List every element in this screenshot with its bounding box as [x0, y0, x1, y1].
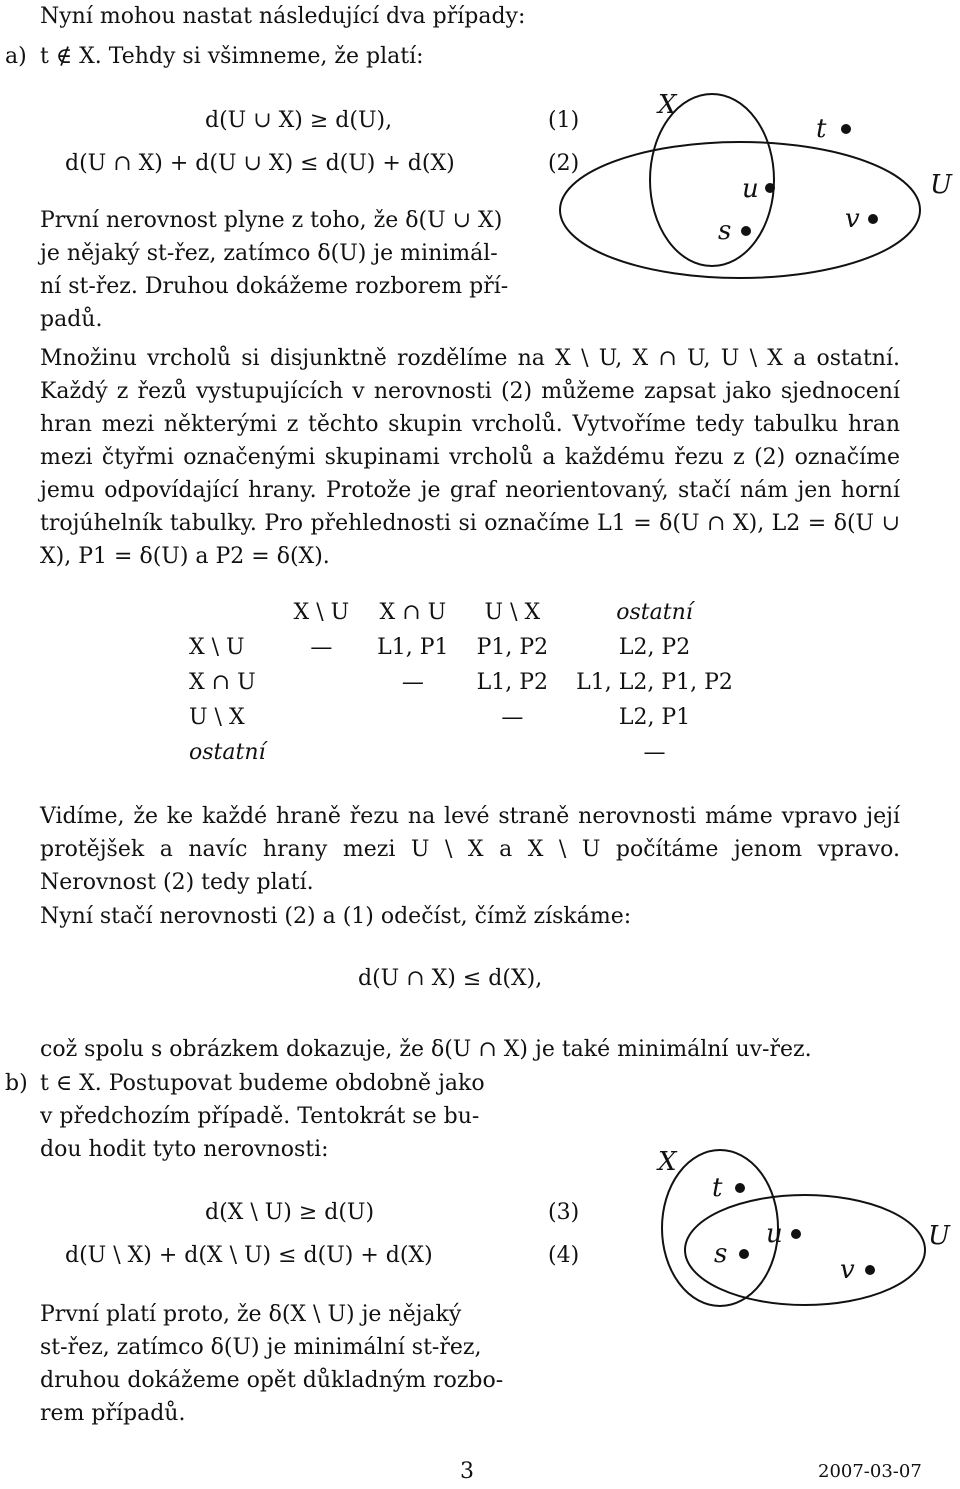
table-row — [185, 735, 747, 770]
table-cell — [280, 700, 364, 735]
label-u-vertex-b: u — [766, 1219, 783, 1249]
table-row — [185, 630, 747, 665]
table-row-header: ostatní — [189, 740, 266, 765]
label-v-b: v — [840, 1255, 855, 1285]
label-u-vertex-a: u — [742, 174, 759, 204]
para1-line-4: padů. — [40, 307, 103, 332]
case-b-para-line-3: druhou dokážeme opět důkladným rozbo- — [40, 1368, 504, 1393]
case-b-lead-line-2: v předchozím případě. Tentokrát se bu- — [40, 1104, 480, 1129]
case-a-paragraph-3: Vidíme, že ke každé hraně řezu na levé straně nerovnosti máme vpravo její protějšek a navíc hrany mezi U \ X a X \ U počítáme jenom vpravo. Nerovnost (2) tedy platí. — [40, 804, 900, 895]
table-row-header: X ∩ U — [189, 670, 256, 695]
table-cell: L2, P2 — [618, 635, 691, 660]
vertex-s-b — [739, 1249, 749, 1259]
table-row — [185, 700, 747, 735]
intro-text: Nyní mohou nastat následující dva případy: — [40, 4, 526, 29]
case-a-paragraph-1 — [40, 204, 540, 336]
label-x-b: X — [658, 1147, 677, 1177]
case-a-paragraph-5: což spolu s obrázkem dokazuje, že δ(U ∩ X) je také minimální uv-řez. — [40, 1037, 812, 1062]
vertex-t-b — [735, 1183, 745, 1193]
label-s-a: s — [718, 216, 732, 246]
vertex-s-a — [741, 226, 751, 236]
table-cell — [463, 735, 563, 770]
equation-3-number: (3) — [548, 1200, 580, 1225]
table-col-header: ostatní — [616, 600, 693, 625]
vertex-u-b — [791, 1229, 801, 1239]
label-u-a: U — [930, 170, 952, 200]
case-a-label: a) — [5, 44, 27, 69]
label-s-b: s — [714, 1239, 728, 1269]
table-cell: L1, L2, P1, P2 — [576, 670, 733, 695]
equation-2-number: (2) — [548, 151, 580, 176]
case-a-paragraph-4: Nyní stačí nerovnosti (2) a (1) odečíst, čímž získáme: — [40, 904, 632, 929]
case-b-lead-line-1: t ∈ X. Postupovat budeme obdobně jako — [40, 1071, 485, 1096]
label-t-a: t — [816, 114, 827, 144]
table-cell — [280, 735, 364, 770]
equation-1-number: (1) — [548, 108, 580, 133]
equation-4: d(U \ X) + d(X \ U) ≤ d(U) + d(X) — [65, 1243, 433, 1268]
equation-result: d(U ∩ X) ≤ d(X), — [358, 966, 543, 991]
edge-table — [185, 595, 747, 770]
case-b-lead — [40, 1067, 530, 1166]
para1-line-3: ní st-řez. Druhou dokážeme rozborem pří- — [40, 274, 509, 299]
table-cell: L1, P2 — [476, 670, 549, 695]
table-cell: — — [501, 705, 524, 730]
case-b-paragraph — [40, 1298, 530, 1430]
figure-case-b — [640, 1138, 950, 1318]
page-number: 3 — [460, 1459, 474, 1484]
case-a-paragraph-2: Množinu vrcholů si disjunktně rozdělíme na X \ U, X ∩ U, U \ X a ostatní. Každý z řezů vystupujících v nerovnosti (2) můžeme zapsat jako sjednocení hran mezi některými z těchto skupin vrcholů. Vytvoříme tedy tabulku hran mezi čtyřmi označenými skupinami vrcholů a každému řezu z (2) označíme jemu odpovídající hrany. Protože je graf neorientovaný, stačí nám jen horní trojúhelník tabulky. Pro přehlednosti si označíme L1 = δ(U ∩ X), L2 = δ(U ∪ X), P1 = δ(U) a P2 = δ(X). — [40, 346, 900, 569]
case-b-para-line-4: rem případů. — [40, 1401, 186, 1426]
table-row-header: U \ X — [189, 705, 245, 730]
equation-3: d(X \ U) ≥ d(U) — [205, 1200, 375, 1225]
label-v-a: v — [845, 204, 860, 234]
table-row — [185, 665, 747, 700]
equation-2: d(U ∩ X) + d(U ∪ X) ≤ d(U) + d(X) — [65, 151, 455, 176]
footer-date: 2007-03-07 — [818, 1461, 922, 1482]
label-t-b: t — [712, 1173, 723, 1203]
table-col-header: X ∩ U — [379, 600, 447, 625]
label-u-b: U — [928, 1221, 950, 1251]
table-cell — [280, 665, 364, 700]
figure-case-a — [620, 85, 950, 275]
equation-4-number: (4) — [548, 1243, 580, 1268]
vertex-t-a — [841, 124, 851, 134]
table-cell — [363, 735, 462, 770]
table-corner — [185, 595, 280, 630]
table-cell: L2, P1 — [618, 705, 691, 730]
equation-1: d(U ∪ X) ≥ d(U), — [205, 108, 393, 133]
para1-line-1: První nerovnost plyne z toho, že δ(U ∪ X) — [40, 208, 503, 233]
table-cell: P1, P2 — [476, 635, 549, 660]
case-a-lead: t ∉ X. Tehdy si všimneme, že platí: — [40, 44, 424, 69]
table-cell — [363, 700, 462, 735]
case-b-label: b) — [5, 1071, 28, 1096]
table-row-header: X \ U — [189, 635, 245, 660]
label-x-a: X — [658, 90, 677, 120]
para1-line-2: je nějaký st-řez, zatímco δ(U) je minimál- — [40, 241, 498, 266]
case-b-para-line-1: První platí proto, že δ(X \ U) je nějaký — [40, 1302, 462, 1327]
case-b-para-line-2: st-řez, zatímco δ(U) je minimální st-řez, — [40, 1335, 482, 1360]
case-b-lead-line-3: dou hodit tyto nerovnosti: — [40, 1137, 329, 1162]
vertex-v-a — [868, 214, 878, 224]
table-col-header: U \ X — [484, 600, 541, 625]
table-cell: — — [310, 635, 333, 660]
table-header-row — [185, 595, 747, 630]
vertex-u-a — [765, 183, 775, 193]
table-cell: — — [643, 740, 666, 765]
table-cell: L1, P1 — [377, 635, 449, 660]
vertex-v-b — [865, 1265, 875, 1275]
table-cell: — — [401, 670, 424, 695]
table-col-header: X \ U — [293, 600, 350, 625]
